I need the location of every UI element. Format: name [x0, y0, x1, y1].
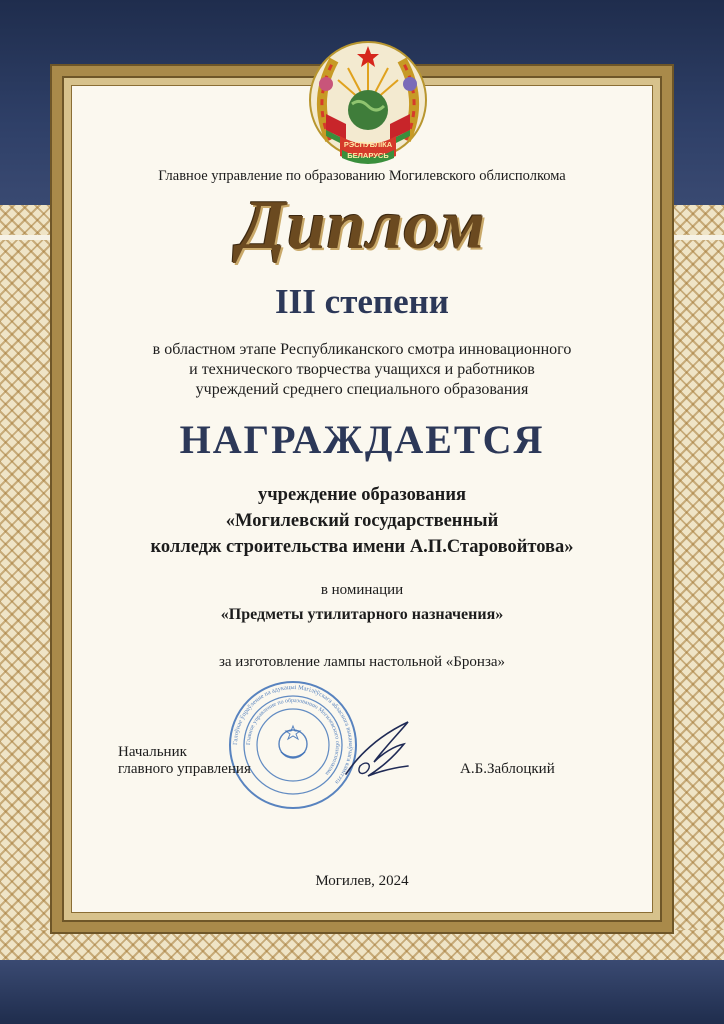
state-emblem-icon [300, 40, 436, 168]
awarded-heading: НАГРАЖДАЕТСЯ [179, 417, 545, 462]
issuer-name: Главное управление по образованию Могилевского облисполкома [158, 168, 566, 184]
stamp-inner-text: Главное управление по образованию Могилевского облисполкома [245, 697, 341, 777]
signature-icon [338, 716, 434, 782]
recipient-line: колледж строительства имени А.П.Старовойтова» [150, 537, 574, 557]
nomination-value: «Предметы утилитарного назначения» [220, 606, 504, 623]
diploma-title: Диплом [238, 187, 486, 264]
recipient-line: учреждение образования [257, 485, 467, 505]
signer-title-line: Начальник [118, 744, 187, 760]
bottom-background-band [0, 960, 724, 1024]
award-reason: за изготовление лампы настольной «Бронза» [218, 654, 506, 670]
stamp-outer-text: Галоўнае ўпраўленне па адукацыі Магілёўскага абласнога выканаўчага камітэта [231, 683, 355, 786]
place-date: Могилев, 2024 [315, 873, 409, 889]
signer-title-line: главного управления [118, 761, 251, 777]
recipient-block [72, 482, 652, 560]
context-line: учреждений среднего специального образования [195, 381, 529, 398]
context-line: и технического творчества учащихся и работников [189, 361, 535, 378]
recipient-line: «Могилевский государственный [225, 511, 499, 531]
context-text [72, 340, 652, 400]
signer-title [118, 744, 251, 778]
emblem-ribbon-text-1: РЭСПУБЛІКА [343, 140, 393, 149]
degree-label: III степени [275, 282, 449, 321]
nomination-label: в номинации [320, 582, 404, 598]
signer-name: А.Б.Заблоцкий [460, 761, 555, 777]
context-line: в областном этапе Республиканского смотра инновационного [152, 341, 572, 358]
emblem-ribbon-text-2: БЕЛАРУСЬ [347, 151, 389, 160]
